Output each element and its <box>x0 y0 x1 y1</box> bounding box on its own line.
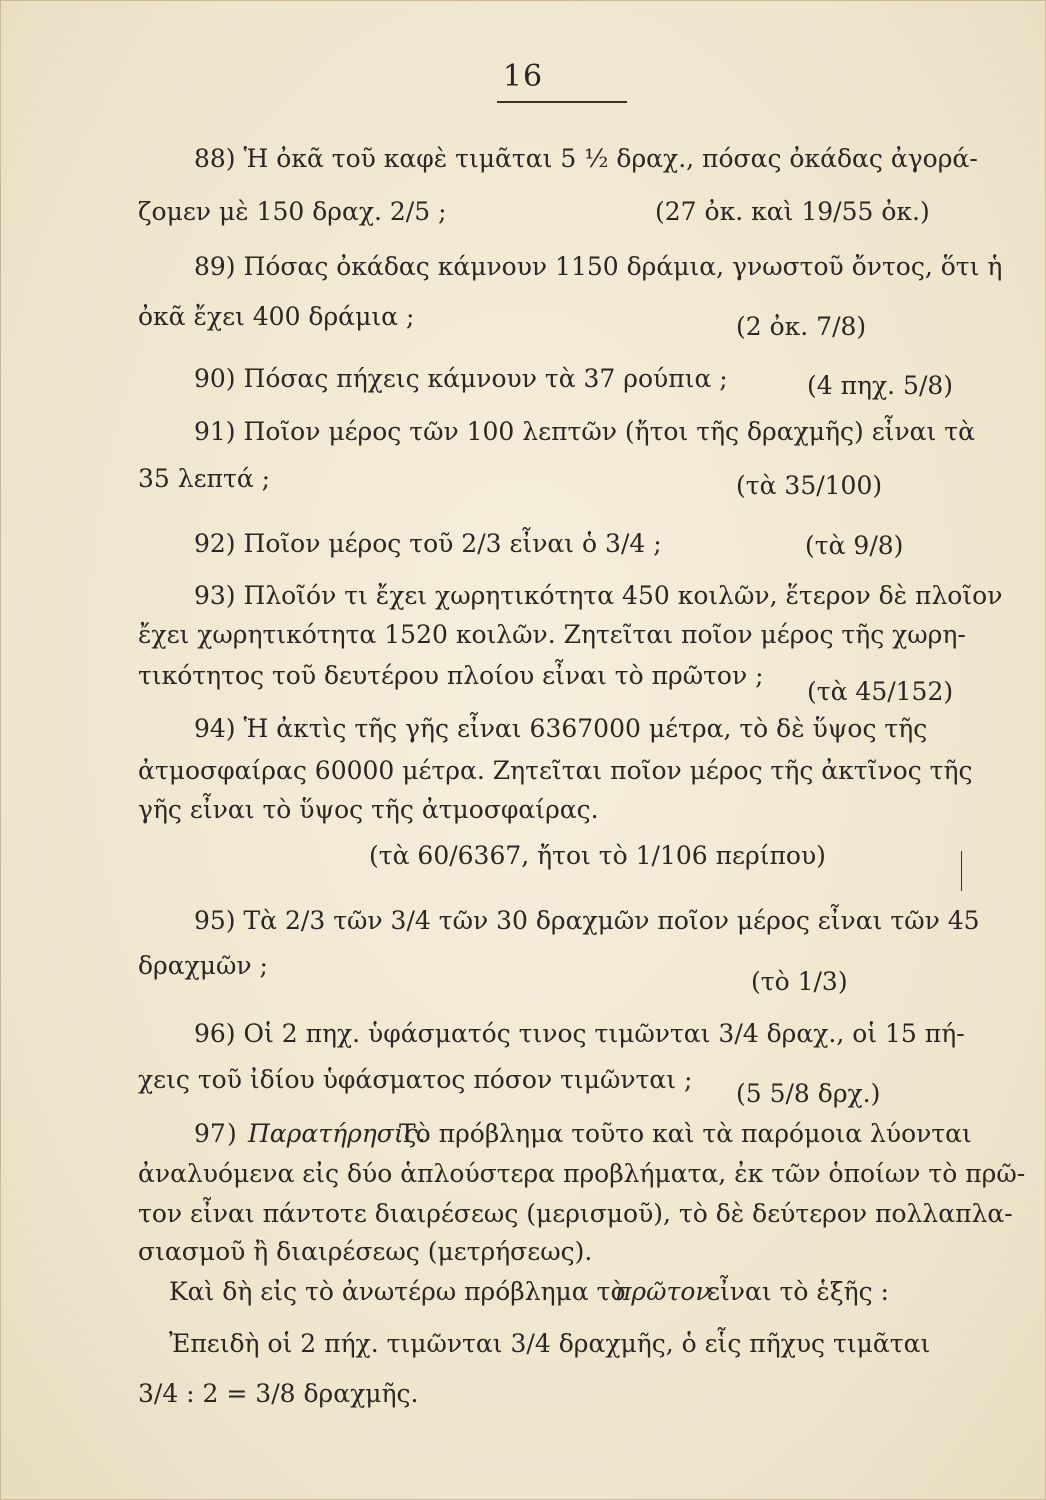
problem-93-line-3: τικότητος τοῦ δευτέρου πλοίου εἶναι τὸ πρῶτον ; <box>138 661 764 690</box>
problem-94-line-1: 94) Ἡ ἀκτὶς τῆς γῆς εἶναι 6367000 μέτρα, τὸ δὲ ὕψος τῆς <box>194 714 928 743</box>
problem-93-line-2: ἔχει χωρητικότητα 1520 κοιλῶν. Ζητεῖται ποῖον μέρος τῆς χωρη- <box>138 620 966 649</box>
remark-97-line-4: σιασμοῦ ἢ διαιρέσεως (μετρήσεως). <box>138 1237 593 1266</box>
header-rule <box>497 101 627 103</box>
problem-90-answer: (4 πηχ. 5/8) <box>807 371 954 400</box>
problem-96-line-2: χεις τοῦ ἰδίου ὑφάσματος πόσον τιμῶνται ; <box>138 1065 693 1094</box>
problem-91-line-2: 35 λεπτά ; <box>138 464 271 493</box>
remark-97-line-1: 97 ) Παρατήρησις. Τὸ πρόβλημα τοῦτο καὶ τὰ παρόμοια λύονται <box>1 1111 1046 1157</box>
problem-91-answer: (τὰ 35/100) <box>736 471 883 500</box>
problem-89-answer: (2 ὀκ. 7/8) <box>736 312 867 341</box>
remark-97-line-6: Ἐπειδὴ οἱ 2 πήχ. τιμῶνται 3/4 δραχμῆς, ὁ εἷς πῆχυς τιμᾶται <box>169 1329 931 1358</box>
remark-id-paren: ) <box>227 1119 237 1148</box>
problem-88-line-2: ζομεν μὲ 150 δραχ. 2/5 ; <box>138 197 447 226</box>
problem-91-line-1: 91) Ποῖον μέρος τῶν 100 λεπτῶν (ἤτοι τῆς δραχμῆς) εἶναι τὰ <box>194 417 975 446</box>
problem-96-line-1: 96) Οἱ 2 πηχ. ὑφάσματός τινος τιμῶνται 3/4 δραχ., οἱ 15 πή- <box>194 1019 965 1048</box>
remark-97-line-7: 3/4 : 2 = 3/8 δραχμῆς. <box>138 1379 419 1408</box>
margin-mark <box>961 851 962 891</box>
problem-88-answer: (27 ὀκ. καὶ 19/55 ὀκ.) <box>655 197 930 226</box>
remark-97-line-3: τον εἶναι πάντοτε διαιρέσεως (μερισμοῦ), τὸ δὲ δεύτερον πολλαπλα- <box>138 1199 1013 1228</box>
problem-93-answer: (τὰ 45/152) <box>807 677 954 706</box>
problem-94-line-2: ἀτμοσφαίρας 60000 μέτρα. Ζητεῖται ποῖον μέρος τῆς ἀκτῖνος τῆς <box>138 756 973 785</box>
problem-95-line-1: 95) Τὰ 2/3 τῶν 3/4 τῶν 30 δραχμῶν ποῖον μέρος εἶναι τῶν 45 <box>194 906 980 935</box>
problem-93-line-1: 93) Πλοῖόν τι ἔχει χωρητικότητα 450 κοιλῶν, ἕτερον δὲ πλοῖον <box>194 581 1003 610</box>
problem-92-answer: (τὰ 9/8) <box>805 531 904 560</box>
problem-94-line-3: γῆς εἶναι τὸ ὕψος τῆς ἀτμοσφαίρας. <box>138 795 599 824</box>
remark-97-line-2: ἀναλυόμενα εἰς δύο ἁπλούστερα προβλήματα, ἐκ τῶν ὁποίων τὸ πρῶ- <box>138 1159 1026 1188</box>
problem-95-answer: (τὸ 1/3) <box>751 967 848 996</box>
problem-89-line-1: 89) Πόσας ὀκάδας κάμνουν 1150 δράμια, γνωστοῦ ὄντος, ὅτι ἡ <box>194 252 1003 281</box>
remark-emphasis: πρῶτον <box>615 1277 711 1306</box>
problem-95-line-2: δραχμῶν ; <box>138 951 268 980</box>
problem-96-answer: (5 5/8 δρχ.) <box>736 1079 881 1108</box>
remark-title: Παρατήρησις. <box>248 1119 426 1148</box>
problem-88-line-1: 88) Ἡ ὀκᾶ τοῦ καφὲ τιμᾶται 5 ½ δραχ., πόσας ὀκάδας ἀγορά- <box>194 144 978 173</box>
problem-92-line-1: 92) Ποῖον μέρος τοῦ 2/3 εἶναι ὁ 3/4 ; <box>194 529 662 558</box>
remark-97-line-5: Καὶ δὴ εἰς τὸ ἀνωτέρω πρόβλημα τὸ πρῶτον εἶναι τὸ ἑξῆς : <box>1 1269 1046 1315</box>
problem-90-line-1: 90) Πόσας πήχεις κάμνουν τὰ 37 ρούπια ; <box>194 364 728 393</box>
problem-89-line-2: ὀκᾶ ἔχει 400 δράμια ; <box>138 302 415 331</box>
page-number: 16 <box>502 59 544 94</box>
problem-94-answer: (τὰ 60/6367, ἤτοι τὸ 1/106 περίπου) <box>369 841 826 870</box>
